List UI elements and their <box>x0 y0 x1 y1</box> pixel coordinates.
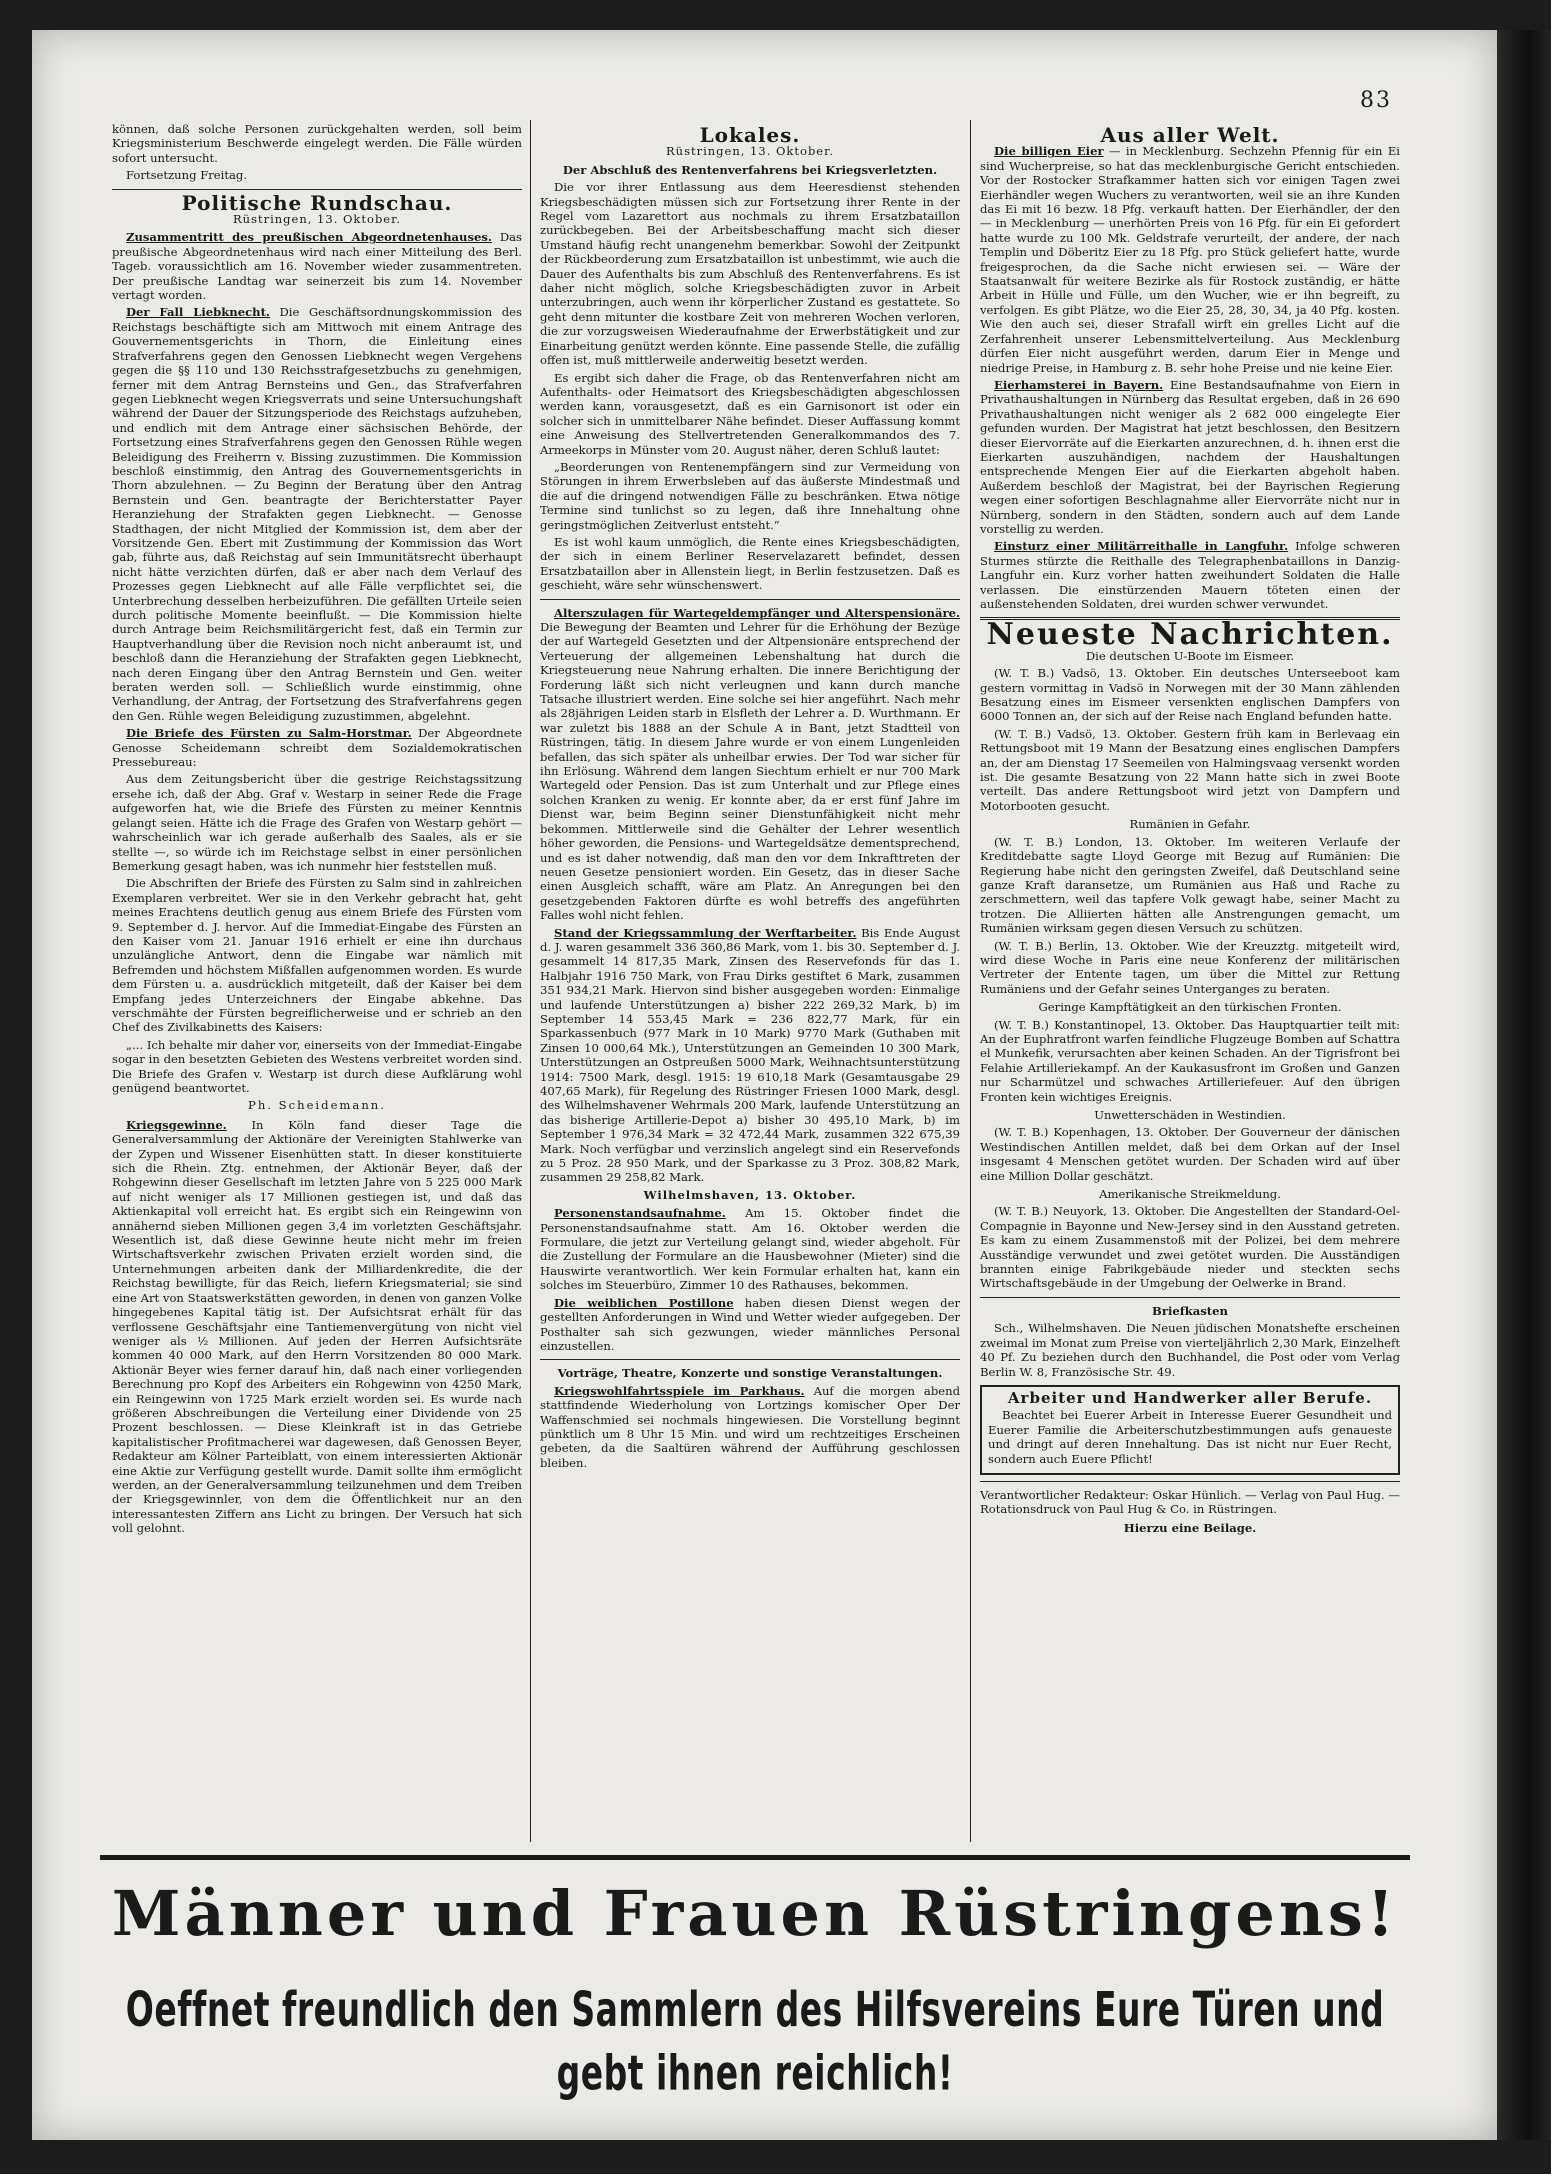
article-eierhamsterei <box>980 378 1400 536</box>
article-keyword: Einsturz einer Militärreithalle in Langfuhr. <box>994 539 1289 554</box>
column-world-news <box>980 122 1400 1840</box>
section-heading-local: Lokales. <box>699 123 801 147</box>
article-salm-horstmar <box>112 726 522 769</box>
section-divider <box>540 599 960 600</box>
dateline: Rüstringen, 13. Oktober. <box>666 144 834 159</box>
news-headline: Rumänien in Gefahr. <box>1129 817 1251 832</box>
article-body: Eine Bestandsaufnahme von Eiern in Privathaushaltungen in Nürnberg das Resultat ergeben, daß in 26 690 Privathaushaltungen nicht weniger als 2 682 000 eingelegte Eier gefunden wurden. Der Magistrat hat jetzt beschlossen, den Besitzern dieser Eiervorräte auf die Eierkarten anzurechnen, d. h. ihnen erst die Eierkarten auszuhändigen, nachdem der Haushaltungen entsprechende Mengen Eier auf die Eierkarten abgeholt haben. Außerdem beschloß der Magistrat, bei der Bayrischen Regierung wegen einer sofortigen Beschlagnahme aller Eiervorräte nicht nur in Nürnberg, sondern in den Städten, sondern auch auf dem Lande vorstellig zu werden. <box>980 377 1400 536</box>
dateline-wilhelmshaven: Wilhelmshaven, 13. Oktober. <box>643 1187 857 1202</box>
section-heading-world: Aus aller Welt. <box>1100 123 1280 147</box>
signature: Ph. Scheidemann. <box>248 1098 386 1113</box>
article-body: Infolge schweren Sturmes stürzte die Reithalle des Telegraphenbataillons in Danzig-Langfuhr ein. Kurz vorher hatten zweihundert Soldaten die Halle verlassen. Die einstürzenden Mauern töteten einen der außenstehenden Soldaten, drei wurden schwer verwundet. <box>980 539 1400 611</box>
article-keyword: Personenstandsaufnahme. <box>554 1206 726 1221</box>
notice-title: Arbeiter und Handwerker aller Berufe. <box>1007 1388 1373 1407</box>
news-item: (W. T. B.) Vadsö, 13. Oktober. Ein deutsches Unterseeboot kam gestern vormittag in Vadsö in Norwegen mit der 30 Mann zählenden Besatzung eines im Eismeer versenkten englischen Dampfers von 6000 Tonnen an, der sich auf der Reise nach England befunden hatte. <box>980 666 1400 724</box>
page-number: 83 <box>1360 88 1392 113</box>
article-landtag <box>112 230 522 302</box>
article-eier <box>980 144 1400 375</box>
article-kriegssammlung <box>540 926 960 1185</box>
article-body: Am 15. Oktober findet die Personenstandsaufnahme statt. Am 16. Oktober werden die Formulare, die jetzt zur Verteilung gelangt sind, wieder abgeholt. Für die Zustellung der Formulare an die Hausbewohner (Mieter) sind die Hauswirte verantwortlich. Wer kein Formular erhalten hat, kann ein solches im Steuerbüro, Zimmer 10 des Rathauses, bekommen. <box>540 1206 960 1293</box>
article-paragraph: Es ergibt sich daher die Frage, ob das Rentenverfahren nicht am Aufenthalts- oder Heimatsort des Kriegsbeschädigten abgeschlossen werden kann, vorausgesetzt, daß es ein Garnisonort ist oder ein solcher sich in unmittelbarer Nähe befindet. Dieser Auffassung kommt eine Anweisung des Stellvertretenden Generalkommandos des 7. Armeekorps in Münster vom 20. August näher, deren Schluß lautet: <box>540 370 960 457</box>
article-body: — in Mecklenburg. Sechzehn Pfennig für ein Ei sind Wucherpreise, so hat das mecklenburgische Gericht entschieden. Vor der Rostocker Strafkammer hatten sich vor einigen Tagen zwei Eierhändler wegen Wuchers zu verantworten, weil sie an ihre Kunden das Ei mit 16 bezw. 18 Pfg. verkauft hatten. Der Eierhändler, der den — in Mecklenburg — unerhörten Preis von 16 Pfg. für ein Ei gefordert hatte wurde zu 100 Mk. Geldstrafe verurteilt, der andere, der nach Templin und Döberitz Eier zu 18 Pfg. pro Stück geliefert hatte, wurde freigesprochen, da die Sache nicht erwiesen sei. — Wäre der Staatsanwalt für weitere Bezirke als für Rostock zuständig, er hätte Arbeit in Hülle und Fülle, um den Wucher, wie er ihn begreift, zu verfolgen. Es gibt Plätze, wo die Eier 25, 28, 30, 34, ja 40 Pfg. kosten. Wie den auch sei, dieser Strafall wirft ein grelles Licht auf die Zerfahrenheit unserer Lebensmittelverteilung. Aus Mecklenburg dürfen Eier nicht ausgeführt werden, darum Eier in Menge und niedrige Preise, in Hamburg z. B. sehr hohe Preise und nie keine Eier. <box>980 144 1400 375</box>
article-einsturz <box>980 539 1400 611</box>
letterbox-heading: Briefkasten <box>1152 1303 1228 1318</box>
article-liebknecht <box>112 305 522 723</box>
book-spine <box>1497 30 1551 2140</box>
article-body: Der Abgeordnete Genosse Scheidemann schreibt dem Sozialdemokratischen Pressebureau: <box>112 726 522 770</box>
article-keyword: Zusammentritt des preußischen Abgeordnetenhauses. <box>126 230 492 245</box>
notice-box <box>980 1385 1400 1475</box>
article-keyword: Der Fall Liebknecht. <box>126 305 270 320</box>
news-headline: Unwetterschäden in Westindien. <box>1094 1108 1286 1122</box>
article-paragraph: Die vor ihrer Entlassung aus dem Heeresdienst stehenden Kriegsbeschädigten müssen sich zur Fortsetzung ihrer Rente in der Regel vom Lazarettort aus nochmals zu ihrem Ersatzbataillon zurückbegeben. Bei der Arbeitsbeschaffung macht sich dieser Umstand häufig recht unangenehm bemerkbar. Sowohl der Zeitpunkt der Rückbeorderung zum Ersatzbataillon ist unbestimmt, wie auch die Dauer des Aufenthalts bis zum Abschluß des Rentenverfahrens. Es ist daher nicht möglich, solche Kriegsbeschädigten zuvor in Arbeit unterzubringen, auch wenn ihr körperlicher Zustand es gestattete. So geht denn mitunter die kostbare Zeit von mehreren Wochen verloren, die zur vorzugsweisen Wiederaufnahme der Erwerbstätigkeit und zur Einarbeitung genützt werden könnte. Eine passende Stelle, die zufällig offen ist, muß mittlerweile anderweitig besetzt werden. <box>540 180 960 368</box>
article-keyword: Alterszulagen für Wartegeldempfänger und Alterspensionäre. <box>554 605 960 620</box>
imprint: Verantwortlicher Redakteur: Oskar Hünlich. — Verlag von Paul Hug. — Rotationsdruck von Paul Hug & Co. in Rüstringen. <box>980 1487 1400 1517</box>
article-postillone <box>540 1296 960 1354</box>
intro-paragraph: können, daß solche Personen zurückgehalten werden, soll beim Kriegsministerium Beschwerde eingelegt werden. Die Fälle würden sofort untersucht. <box>112 122 522 165</box>
news-item: (W. T. B.) Kopenhagen, 13. Oktober. Der Gouverneur der dänischen Westindischen Antillen meldet, daß bei dem Orkan auf der Insel insgesamt 4 Menschen getötet wurden. Der Schaden wird auf über eine Million Dollar geschätzt. <box>980 1125 1400 1183</box>
banner-headline: Männer und Frauen Rüstringens! <box>111 1877 1399 1950</box>
news-item: (W. T. B.) Neuyork, 13. Oktober. Die Angestellten der Standard-Oel-Compagnie in Bayonne und New-Jersey sind in den Ausstand getreten. Es kam zu einem Zusammenstoß mit der Polizei, bei dem mehrere Ausständige verwundet und zwei getötet wurden. Die Ausständigen brannten einige Fabrikgebäude nieder und steckten sechs Wirtschaftsgebäude in der Umgebung der Oelwerke in Brand. <box>980 1204 1400 1291</box>
article-body: haben diesen Dienst wegen der gestellten Anforderungen in Wind und Wetter wieder aufgegeben. Der Posthalter sah sich gezwungen, wieder männliches Personal einzustellen. <box>540 1295 960 1353</box>
article-alterszulagen <box>540 606 960 923</box>
supplement-note: Hierzu eine Beilage. <box>1123 1520 1257 1535</box>
news-item: (W. T. B.) Vadsö, 13. Oktober. Gestern früh kam in Berlevaag ein Rettungsboot mit 19 Mann der Besatzung eines englischen Dampfers an, der am Dienstag 17 Seemeilen von Halmingsvaag versenkt worden ist. Die gesamte Besatzung von 22 Mann hatte sich in zwei Boote verteilt. Das andere Rettungsboot wird jetzt von Dampfern und Motorbooten gesucht. <box>980 726 1400 813</box>
article-keyword: Eierhamsterei in Bayern. <box>994 377 1164 392</box>
article-headline: Der Abschluß des Rentenverfahrens bei Kriegsverletzten. <box>562 162 938 177</box>
article-keyword: Die Briefe des Fürsten zu Salm-Horstmar. <box>126 726 412 741</box>
quote-paragraph: Die Abschriften der Briefe des Fürsten zu Salm sind in zahlreichen Exemplaren verbreitet. Wer sie in den Verkehr gebracht hat, geht meines Erachtens deutlich genug aus einem Briefe des Fürsten vom 9. September d. J. hervor. Auf die Immediat-Eingabe des Fürsten an den Kaiser vom 21. Januar 1916 erhielt er eine ihn durchaus unzulängliche Antwort, denn die Eingabe war nämlich mit Befremden und höchstem Mißfallen aufgenommen worden. Es wurde dem Fürsten u. a. ausdrücklich mitgeteilt, daß der Kaiser bei dem Empfang jedes Unterzeichners der Eingabe abkehne. Das verschmähte der Fürsten begreiflicherweise und er schrieb an den Chef des Zivilkabinetts des Kaisers: <box>112 876 522 1035</box>
article-kriegsgewinne <box>112 1118 522 1536</box>
quote-paragraph: „Beorderungen von Rentenempfängern sind zur Vermeidung von Störungen in ihrem Erwerbsleben auf das äußerste Mindestmaß und die auf die dringend notwendigen Fälle zu beschränken. Etwa nötige Termine sind tunlichst so zu legen, daß ihre Innehaltung ohne geringstmöglichen Zeitverlust entsteht.“ <box>540 459 960 532</box>
quote-paragraph: Aus dem Zeitungsbericht über die gestrige Reichstagssitzung ersehe ich, daß der Abg. Graf v. Westarp in seiner Rede die Frage aufgeworfen hat, wie die Briefe des Fürsten zu meiner Kenntnis gelangt seien. Hätte ich die Frage des Grafen von Westarp gehört — wahrscheinlich war ich gerade außerhalb des Saales, als er sie stellte —, so würde ich im Reichstage selbst in einer persönlichen Bemerkung gesagt haben, was ich nunmehr hier feststellen muß. <box>112 772 522 873</box>
column-rule-2 <box>970 120 971 1842</box>
banner-subline: Oeffnet freundlich den Sammlern des Hilfsvereins Eure Türen und gebt ihnen reichlich! <box>125 1980 1385 2102</box>
section-divider <box>980 1481 1400 1482</box>
events-heading: Vorträge, Theatre, Konzerte und sonstige Veranstaltungen. <box>557 1366 943 1381</box>
article-body: Das preußische Abgeordnetenhaus wird nach einer Mitteilung des Berl. Tageb. voraussichtlich am 16. November wieder zusammentreten. Der preußische Landtag war seinerzeit bis zum 14. November vertagt worden. <box>112 230 522 303</box>
article-keyword: Kriegswohlfahrtsspiele im Parkhaus. <box>554 1383 805 1398</box>
column-rule-1 <box>530 120 531 1842</box>
article-keyword: Stand der Kriegssammlung der Werftarbeiter. <box>554 925 857 940</box>
news-item: (W. T. B.) London, 13. Oktober. Im weiteren Verlaufe der Kreditdebatte sagte Lloyd George mit Bezug auf Rumänien: Die Regierung habe nicht den geringsten Zweifel, daß Deutschland seine ganze Kraft daransetze, um Rumänien aus Haß und Rache zu zerschmettern, weil das tapfere Volk gewagt habe, seiner Macht zu trotzen. Die Alliierten hätten alle Anstrengungen gemacht, um Rumänien wirksam gegen diesen Versuch zu schützen. <box>980 834 1400 936</box>
quote-paragraph: „... Ich behalte mir daher vor, einerseits von der Immediat-Eingabe sogar in den besetzten Gebieten des Westens verbreitet worden sind. Die Briefe des Grafen v. Westarp ist durch diese Aufklärung wohl genügend beantwortet. <box>112 1037 522 1095</box>
notice-text: Beachtet bei Euerer Arbeit in Interesse Euerer Gesundheit und Euerer Familie die Arbeiterschutzbestimmungen aufs genaueste und dringt auf deren Innehaltung. Das ist nicht nur Euer Recht, sondern auch Euere Pflicht! <box>988 1408 1392 1466</box>
news-headline: Amerikanische Streikmeldung. <box>1099 1187 1281 1202</box>
article-personenstand <box>540 1206 960 1292</box>
letterbox-item: Sch., Wilhelmshaven. Die Neuen jüdischen Monatshefte erscheinen zweimal im Monat zum Preise von vierteljährlich 2,30 Mark, Einzelheft 40 Pf. Zu beziehen durch den Buchhandel, die Post oder vom Verlag Berlin W. 8, Französische Str. 49. <box>980 1321 1400 1379</box>
news-headline: Die deutschen U-Boote im Eismeer. <box>1085 648 1295 663</box>
news-item: (W. T. B.) Berlin, 13. Oktober. Wie der Kreuzztg. mitgeteilt wird, wird diese Woche in Paris eine neue Konferenz der militärischen Vertreter der Entente tagen, um über die Mittel zur Rettung Rumäniens und der Gefahr seines Unterganges zu beraten. <box>980 938 1400 996</box>
dateline: Rüstringen, 13. Oktober. <box>233 212 401 227</box>
article-body: Die Geschäftsordnungskommission des Reichstags beschäftigte sich am Mittwoch mit einem Antrage des Gouvernementsgerichts in Thorn, die Einleitung eines Strafverfahrens gegen den Genossen Liebknecht wegen Vergehens gegen die §§ 110 und 130 Reichsstrafgesetzbuchs zu genehmigen, ferner mit dem Antrag Bernsteins und Gen., das Strafverfahren gegen Liebknecht wegen Kriegsverrats und seine Untersuchungshaft während der Dauer der Sitzungsperiode des Reichstags aufzuheben, und endlich mit dem Antrage einer sächsischen Behörde, der Fortsetzung eines Strafverfahrens gegen den Genossen Rühle wegen Beleidigung des Freiherrn v. Bissing zuzustimmen. Die Kommission beschloß einstimmig, den Antrag des Gouvernementsgerichts in Thorn abzulehnen. — Zu Beginn der Beratung über den Antrag Bernstein und Gen. beantragte der Berichterstatter Payer Heranziehung der Strafakten gegen Liebknecht. — Genosse Stadthagen, der nicht Mitglied der Kommission ist, dem aber der Vorsitzende Gen. Ebert mit Zustimmung der Kommission das Wort gab, führte aus, daß Reichstag auf sein Immunitätsrecht überhaupt nicht hätte verzichten dürfen, daß er aber nach dem Verlauf des Prozesses gegen Liebknecht auf alle Fälle verpflichtet sei, die Unterbrechung desselben herbeizuführen. Die gefällten Urteile seien durch politische Momente beeinflußt. — Die Kommission hielte durch Antrage beim Reichsmilitärgericht fest, daß ein Termin zur Hauptverhandlung über die Revision noch nicht anberaumt ist, und beschloß dann die Heranziehung der Strafakten gegen Liebknecht, nach deren Eingang über den Antrag Bernstein und Gen. weiter beraten werden soll. — Schließlich wurde einstimmig, ohne Verhandlung, der Antrag, der Fortsetzung des Strafverfahrens gegen den Gen. Rühle wegen Beleidigung zuzustimmen, abgelehnt. <box>112 305 522 723</box>
section-heading-latest-news: Neueste Nachrichten. <box>986 617 1394 653</box>
section-heading-politics: Politische Rundschau. <box>181 190 453 215</box>
column-local <box>540 122 960 1840</box>
section-divider <box>112 189 522 190</box>
article-keyword: Die billigen Eier <box>994 144 1104 159</box>
article-kriegswohlfahrtsspiele <box>540 1384 960 1470</box>
article-body: Die Bewegung der Beamten und Lehrer für die Erhöhung der Bezüge der auf Wartegeld Gesetzten und der Altpensionäre entsprechend der Verteuerung der allgemeinen Lebenshaltung hat durch die Kriegsteuerung neue Nahrung erhalten. Die innere Berichtigung der Forderung läßt sich nicht verleugnen und kann durch manche Tatsache illustriert werden. Eine solche sei hier angeführt. Nach mehr als 28jährigen Leiden starb in Elsfleth der Lehrer a. D. Wurthmann. Er war zuletzt bis 1888 an der Schule A in Bant, jetzt Stadtteil von Rüstringen, tätig. In diesem Jahre wurde er von einem Lungenleiden befallen, das sich später als unheilbar erwies. Der Tod war sicher für ihn Erlösung. Während dem langen Siechtum erhielt er nur 700 Mark Wartegeld oder Pension. Das ist zum Unterhalt und zur Pflege eines solchen Kranken zu wenig. Er konnte aber, da er erst fünf Jahre im Dienst war, beim Beginn seiner Dienstunfähigkeit nicht mehr bekommen. Mittlerweile sind die Gehälter der Lehrer wesentlich höher geworden, die Pensions- und Wartegeldsätze dementsprechend, und es ist daher notwendig, daß man den vor dem Inkrafttreten der neuen Gesetze pensioniert worden. Ein Gesetz, das in dieser Sache einen Ausgleich schafft, wäre am Platz. An Anregungen bei den gesetzgebenden Faktoren dürfte es wohl betreffs des angeführten Falles wohl nicht fehlen. <box>540 620 960 923</box>
article-keyword: Kriegsgewinne. <box>126 1117 227 1132</box>
section-divider <box>540 1359 960 1360</box>
article-body: Auf die morgen abend stattfindende Wiederholung von Lortzings komischer Oper Der Waffenschmied sei nochmals hingewiesen. Die Vorstellung beginnt pünktlich um 8 Uhr 15 Min. und wird um rechtzeitiges Erscheinen gebeten, da die Saaltüren während der Aufführung geschlossen bleiben. <box>540 1383 960 1470</box>
article-body: In Köln fand dieser Tage die Generalversammlung der Aktionäre der Vereinigten Stahlwerke van der Zypen und Wissener Eisenhütten statt. In dieser konstituierte sich die Rhein. Ztg. entnehmen, der Aktionär Beyer, daß der Rohgewinn dieser Gesellschaft im letzten Jahre von 5 225 000 Mark auf nicht weniger als 17 Millionen gestiegen ist, und daß das Aktienkapital voll erreicht hat. Es ergibt sich ein Reingewinn von annähernd sieben Millionen gegen 3,4 im vorletzten Geschäftsjahr. Wesentlich ist, daß diese Gewinne heute nicht mehr im freien Wirtschaftsverkehr zwischen Privaten erzielt worden sind, die Unternehmungen arbeiten dank der Milliardenkredite, die der Reichstag bewilligte, für das Reich, liefern Kriegsmaterial; sie sind eine Art von Staatswerkstätten geworden, in denen von ganzen Volke hingegebenes Kapital tätig ist. Der Aufsichtsrat erhält für das verflossene Geschäftsjahr eine Tantiemenvergütung von nicht viel weniger als ½ Millionen. Auf jeden der Herren Aufsichtsräte kommen 40 000 Mark, auf den Herrn Vorsitzenden 80 000 Mark. Aktionär Beyer wies ferner darauf hin, daß nach einer vorliegenden Berechnung pro Kopf des Arbeiters ein Rohgewinn von 4250 Mark, ein Reingewinn von 1725 Mark erzielt worden sei. Es wurde nach größeren Abschreibungen die Verteilung einer Dividende von 25 Prozent beschlossen. — Diese Kleinkraft ist in das Getriebe kapitalistischer Profitmacherei war dagewesen, daß Genossen Beyer, Redakteur am Kölner Parteiblatt, von einem interessierten Aktionär eine Aktie zur Verfügung gestellt wurde. Damit sollte ihm ermöglicht werden, an der Generalversammlung teilzunehmen und dem Treiben der Kriegsgewinnler, von dem die Öffentlichkeit nur an den interessantesten Ziffern ans Licht zu bringen. Der Versuch hat sich voll gelohnt. <box>112 1117 522 1536</box>
news-item: (W. T. B.) Konstantinopel, 13. Oktober. Das Hauptquartier teilt mit: An der Euphratfront warfen feindliche Flugzeuge Bomben auf Schattra el Munkefik, verursachten aber keinen Schaden. An der Tigrisfront bei Felahie Artilleriekampf. An der Kaukasusfront im Großen und Ganzen nur Scharmützel und schwaches Artilleriefeuer. Auf den übrigen Fronten kein wichtiges Ereignis. <box>980 1017 1400 1104</box>
article-paragraph: Es ist wohl kaum unmöglich, die Rente eines Kriegsbeschädigten, der sich in einem Berliner Reservelazarett befindet, dessen Ersatzbataillon aber in Allenstein liegt, in Berlin festzusetzen. Daß es geschieht, wäre sehr wünschenswert. <box>540 534 960 593</box>
continuation-note: Fortsetzung Freitag. <box>126 168 248 183</box>
news-headline: Geringe Kampftätigkeit an den türkischen Fronten. <box>1038 1000 1342 1015</box>
article-body: Bis Ende August d. J. waren gesammelt 336 360,86 Mark, vom 1. bis 30. September d. J. gesammelt 14 817,35 Mark, Zinsen des Reservefonds für das 1. Halbjahr 1916 750 Mark, von Frau Dirks gestiftet 6 Mark, zusammen 351 934,21 Mark. Hiervon sind bisher ausgegeben worden: Einmalige und laufende Unterstützungen a) bisher 222 269,32 Mark, b) im September 14 553,45 Mark = 236 822,77 Mark, für ein Sparkassenbuch (977 Mark in 10 Mark) 9770 Mark (Guthaben mit Zinsen 10 000,64 Mk.), Unterstützungen an Gemeinden 10 300 Mark, Unterstützungen an Ostpreußen 5000 Mark, Weihnachtsunterstützung 1914: 7500 Mark, desgl. 1915: 19 610,18 Mark (Gesamtausgabe 29 407,65 Mark), für Regelung des Rüstringer Friesen 1000 Mark, desgl. des Wilhelmshavener Wehrmals 200 Mark, laufende Unterstützung an das bisherige Artillerie-Depot a) bisher 30 495,10 Mark, b) im September 1 976,34 Mark = 32 472,44 Mark, zusammen 322 675,39 Mark. Noch verfügbar und verzinslich angelegt sind ein Reservefonds zu 5 Proz. 28 950 Mark, und der Sparkasse zu 3 Proz. 308,82 Mark, zusammen 29 258,82 Mark. <box>540 925 960 1185</box>
article-keyword: Die weiblichen Postillone <box>554 1295 734 1310</box>
column-politics <box>112 122 522 1840</box>
appeal-banner <box>100 1855 1410 2102</box>
section-divider <box>980 1297 1400 1298</box>
